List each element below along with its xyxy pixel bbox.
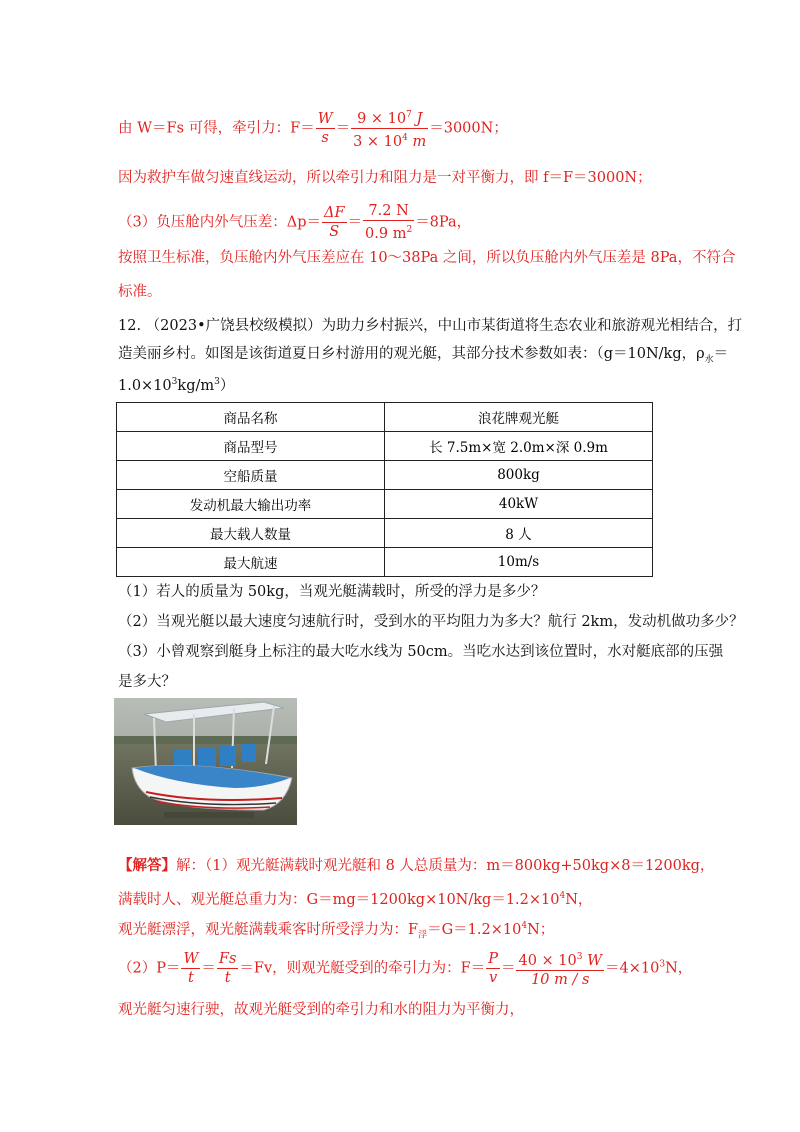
table-cell: 最大航速	[117, 548, 385, 577]
text: ＝	[300, 120, 315, 137]
denominator: S	[329, 223, 340, 240]
text: ＝	[335, 120, 351, 137]
table-row	[117, 432, 653, 461]
answer-line4	[118, 948, 692, 989]
text: ＝G＝1.2×10	[427, 921, 522, 938]
numerator: P	[488, 950, 498, 967]
text: ＝	[347, 214, 363, 231]
text: N，	[665, 960, 693, 977]
parameters-table	[116, 402, 653, 577]
text: ＝	[500, 960, 516, 977]
numerator: W	[317, 110, 333, 127]
denominator: 3 × 10	[353, 133, 403, 150]
prev-answer-line4: 按照卫生标准，负压舱内外气压差应在 10～38Pa 之间，所以负压舱内外气压差是 8Pa，不符合	[118, 250, 736, 266]
text: 观光艇漂浮，观光艇满载乘客时所受浮力为：F	[118, 921, 419, 938]
table-row	[117, 519, 653, 548]
answer-line2	[118, 886, 592, 910]
denominator: 10 m / s	[531, 971, 590, 988]
exponent: 7	[406, 110, 412, 120]
text: 满载时人、观光艇总重力为：G＝mg＝1200kg×10N/kg＝1.2×10	[118, 891, 560, 908]
prev-answer-line5: 标准。	[118, 284, 162, 300]
boat-photo	[114, 698, 297, 825]
table-cell: 最大载人数量	[117, 519, 385, 548]
table-row	[117, 490, 653, 519]
question-line1	[118, 316, 742, 336]
text: （2）P＝	[118, 960, 181, 977]
denominator: t	[188, 969, 194, 986]
numerator: 7.2 N	[363, 202, 414, 221]
numerator: Fs	[218, 950, 237, 967]
exponent: 3	[659, 959, 666, 970]
boat-illustration	[114, 698, 297, 825]
table-cell: 空船质量	[117, 461, 385, 490]
sub-question-3-line1: （3）小曾观察到艇身上标注的最大吃水线为 50cm。当吃水达到该位置时，水对艇底部的压强	[118, 644, 724, 660]
fraction	[181, 950, 200, 987]
table-cell: 浪花牌观光艇	[385, 403, 653, 432]
table-cell: 发动机最大输出功率	[117, 490, 385, 519]
question-text: （2023•广饶县校级模拟）为助力乡村振兴，中山市某街道将生态农业和旅游观光相结合，打	[145, 318, 743, 334]
exponent: 3	[171, 377, 178, 387]
fraction	[486, 950, 500, 987]
answer-line1	[118, 856, 714, 876]
answer-tag: 【解答】	[118, 857, 176, 874]
text: 解：（1）观光艇满载时观光艇和 8 人总质量为：m＝800kg+50kg×8＝1200kg，	[176, 858, 715, 874]
prev-answer-line2: 因为救护车做匀速直线运动，所以牵引力和阻力是一对平衡力，即 f＝F＝3000N；	[118, 170, 652, 186]
text: N，	[565, 891, 593, 908]
denominator: 0.9 m	[365, 225, 407, 242]
text: N；	[527, 921, 555, 938]
subscript: 浮	[418, 930, 428, 941]
question-line2	[118, 344, 728, 370]
sub-question-2: （2）当观光艇以最大速度匀速航行时，受到水的平均阻力为多大？航行 2km，发动机做功多少？	[118, 614, 744, 630]
fraction	[363, 202, 414, 243]
denominator: s	[321, 129, 329, 146]
table-cell: 长 7.5m×宽 2.0m×深 0.9m	[385, 432, 653, 461]
subscript: 水	[704, 354, 714, 365]
table-cell: 商品名称	[117, 403, 385, 432]
sub-question-1: （1）若人的质量为 50kg，当观光艇满载时，所受的浮力是多少？	[118, 584, 546, 600]
exponent: 4	[559, 891, 566, 901]
table-row	[117, 548, 653, 577]
exponent: 3	[214, 377, 220, 387]
exponent: 2	[406, 225, 413, 235]
table-row	[117, 403, 653, 432]
numerator: 9 × 10	[357, 110, 407, 127]
text: ）	[219, 377, 235, 394]
text: 1.0×10	[118, 377, 172, 394]
sub-question-3-line2: 是多大？	[118, 674, 176, 690]
text: ＝Fv，则观光艇受到的牵引力为：F＝	[239, 960, 486, 977]
unit: W	[582, 952, 603, 969]
table-cell: 800kg	[385, 461, 653, 490]
fraction	[217, 950, 239, 987]
table-cell: 40kW	[385, 490, 653, 519]
text: （3）负压舱内外气压差：Δp＝	[118, 214, 321, 231]
text: kg/m	[177, 377, 215, 394]
fraction	[316, 110, 335, 147]
question-number: 12.	[118, 318, 142, 334]
text: ＝4×10	[605, 960, 660, 977]
exponent: 3	[576, 952, 583, 962]
question-line3	[118, 372, 234, 396]
text: ＝	[201, 960, 216, 977]
denominator: t	[224, 969, 231, 986]
denominator: v	[489, 969, 498, 986]
exponent: 4	[402, 132, 408, 143]
fraction	[351, 106, 428, 151]
table-cell: 商品型号	[117, 432, 385, 461]
text: ＝8Pa，	[415, 214, 472, 231]
answer-line3	[118, 916, 554, 946]
answer-line5: 观光艇匀速行驶，故观光艇受到的牵引力和水的阻力为平衡力，	[118, 1002, 524, 1018]
text: 造美丽乡村。如图是该街道夏日乡村游用的观光艇，其部分技术参数如表：（g＝10N/kg，ρ	[118, 346, 705, 362]
fraction	[322, 204, 347, 241]
prev-answer-line1	[118, 106, 508, 151]
text: ＝3000N；	[429, 120, 508, 137]
table-cell: 10m/s	[385, 548, 653, 577]
text: 由 W＝Fs 可得，牵引力：F	[118, 120, 301, 137]
exponent: 4	[521, 921, 528, 931]
prev-answer-line3	[118, 202, 471, 243]
text: ＝	[713, 346, 729, 362]
numerator: 40 × 10	[518, 952, 577, 969]
table-cell: 8 人	[385, 519, 653, 548]
fraction	[516, 948, 604, 989]
unit: J	[411, 110, 423, 127]
numerator: W	[183, 950, 199, 967]
unit: m	[407, 133, 427, 150]
table-row	[117, 461, 653, 490]
numerator: ΔF	[323, 204, 345, 221]
